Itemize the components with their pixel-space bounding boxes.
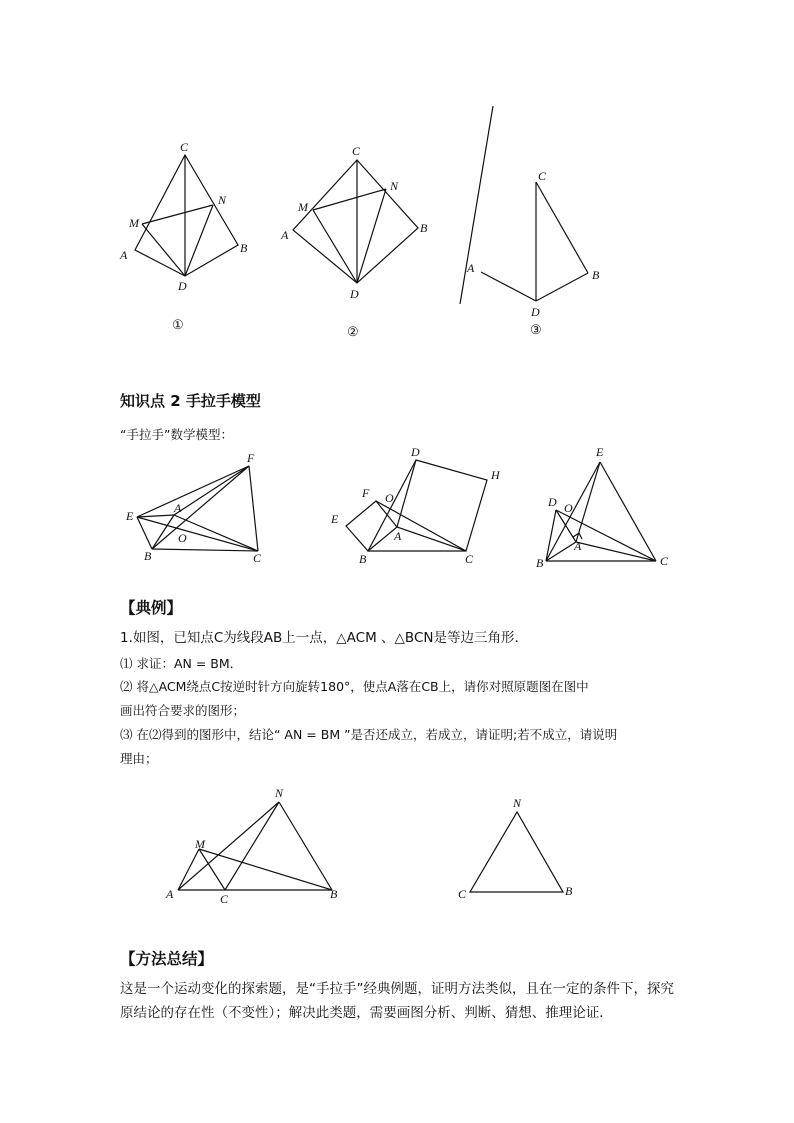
ex-label-C: C: [220, 892, 229, 906]
fig2-label-A: A: [281, 228, 289, 242]
ex2-label-B: B: [565, 884, 573, 898]
m3-label-A: A: [574, 539, 582, 553]
ex2-label-N: N: [513, 796, 522, 810]
m2-label-O: O: [385, 491, 394, 505]
ex-label-A: A: [166, 887, 174, 901]
ex-line-MB: [199, 849, 332, 890]
fig2-label-B: B: [420, 221, 428, 235]
m2-label-H: H: [491, 468, 500, 482]
ex-line-AM: [178, 849, 199, 890]
fig2-label-M: M: [298, 200, 308, 214]
fig2-label-C: C: [352, 144, 361, 158]
example-figure-blank-triangle: [458, 796, 573, 901]
ex-line-MC: [199, 849, 225, 890]
fig2-label-N: N: [390, 179, 399, 193]
m3-label-E: E: [596, 445, 604, 459]
fig1-label-B: B: [240, 241, 248, 255]
question-part-3-line-2: 理由；: [120, 751, 158, 766]
question-intro: 1.如图，已知点C为线段AB上一点，△ACM 、△BCN是等边三角形．: [120, 630, 528, 646]
example-figure-original: [165, 786, 338, 906]
fig1-label-D: D: [178, 279, 187, 293]
m1-label-B: B: [144, 549, 152, 563]
m2-label-B: B: [359, 552, 367, 566]
summary-text: 这是一个运动变化的探索题，是“手拉手”经典例题，证明方法类似，且在一定的条件下，探究原结论的存在性（不变性）；解决此类题，需要画图分析、判断、猜想、推理论证．: [120, 981, 674, 1021]
ex2-label-C: C: [458, 887, 467, 901]
question-part-2-line-1: ⑵ 将△ACM绕点C按逆时针方向旋转180°，使点A落在CB上，请你对照原题图在图中: [120, 679, 589, 694]
m1-label-A: A: [174, 501, 182, 515]
ex-label-M: M: [195, 837, 205, 851]
m1-label-E: E: [126, 509, 134, 523]
ex2-triangle-NCB: [470, 812, 563, 892]
fig3-label-C: C: [538, 169, 547, 183]
m2-label-D: D: [411, 445, 420, 459]
fig3-caption: ③: [530, 322, 542, 337]
fig1-label-M: M: [129, 216, 139, 230]
m3-label-C: C: [660, 554, 669, 568]
section-title: 知识点 2 手拉手模型: [120, 392, 261, 410]
fig2-label-D: D: [350, 287, 359, 301]
ex-line-NB: [279, 802, 332, 890]
ex-label-N: N: [275, 786, 284, 800]
m2-label-E: E: [331, 512, 339, 526]
fig3-label-A: A: [467, 261, 475, 275]
question-part-3-line-1: ⑶ 在⑵得到的图形中，结论“ AN = BM ”是否还成立，若成立，请证明;若不成立，请说明: [120, 727, 618, 742]
m2-label-A: A: [394, 529, 402, 543]
fig2-caption: ②: [347, 324, 359, 339]
fig3-label-B: B: [592, 268, 600, 282]
m3-label-D: D: [548, 495, 557, 509]
m1-label-F: F: [247, 451, 255, 465]
summary-header: 【方法总结】: [120, 950, 214, 968]
question-part-2-line-2: 画出符合要求的图形；: [120, 703, 246, 718]
question-part-1: ⑴ 求证：AN = BM．: [120, 656, 243, 671]
ex-line-NC: [225, 802, 279, 890]
ex-label-B: B: [330, 887, 338, 901]
fig1-label-C: C: [180, 140, 189, 154]
section-intro: “手拉手”数学模型：: [120, 427, 233, 442]
m3-label-O: O: [564, 501, 573, 515]
m2-label-C: C: [465, 552, 474, 566]
fig1-label-N: N: [218, 193, 227, 207]
fig1-caption: ①: [172, 317, 184, 332]
ex-line-AN: [178, 802, 279, 890]
m3-label-B: B: [536, 556, 544, 570]
m1-label-C: C: [253, 551, 262, 565]
fig1-label-A: A: [120, 248, 128, 262]
fig3-label-D: D: [531, 305, 540, 319]
m2-label-F: F: [362, 486, 370, 500]
m1-label-O: O: [178, 531, 187, 545]
example-header: 【典例】: [120, 599, 183, 617]
